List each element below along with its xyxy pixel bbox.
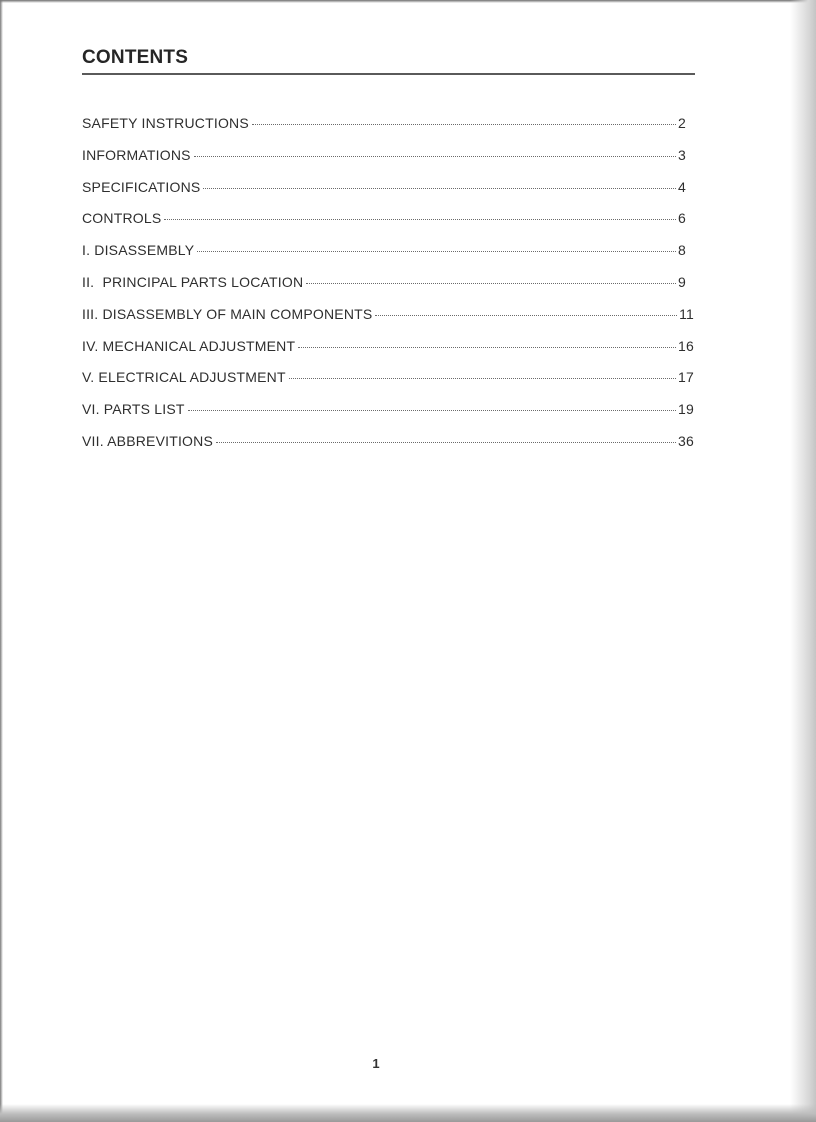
toc-entry-informations: [82, 147, 686, 179]
toc-entry-disassembly: [82, 242, 686, 274]
toc-entry-page: 19: [678, 401, 694, 418]
toc-entry-safety-instructions: [82, 115, 686, 147]
toc-entry-label: SAFETY INSTRUCTIONS: [82, 115, 249, 131]
dot-leader: [306, 283, 676, 284]
toc-entry-electrical-adjustment: [82, 369, 694, 401]
toc-entry-page: 36: [678, 432, 694, 449]
toc-entry-page: 17: [678, 369, 694, 386]
scan-edge-right: [790, 0, 816, 1122]
toc-entry-controls: [82, 210, 686, 242]
toc-entry-page: 8: [678, 242, 686, 259]
dot-leader: [197, 251, 676, 252]
toc-entry-label: IV. MECHANICAL ADJUSTMENT: [82, 337, 296, 354]
scan-edge-top: [0, 0, 816, 3]
dot-leader: [289, 378, 676, 379]
toc-entry-disassembly-of-main-components: [82, 306, 694, 338]
dot-leader: [375, 315, 677, 316]
dot-leader: [216, 442, 676, 443]
toc-entry-label: INFORMATIONS: [82, 146, 191, 163]
toc-entry-page: 11: [679, 305, 694, 322]
title-underline: [82, 73, 695, 75]
toc-entry-label: CONTROLS: [82, 210, 162, 227]
toc-entry-page: 2: [678, 115, 686, 131]
page-title: CONTENTS: [82, 47, 189, 68]
toc-entry-principal-parts-location: [82, 274, 686, 306]
dot-leader: [188, 410, 676, 411]
toc-entry-page: 3: [678, 146, 686, 163]
dot-leader: [203, 188, 676, 189]
toc-entry-label: SPECIFICATIONS: [82, 178, 201, 195]
toc-entry-label: V. ELECTRICAL ADJUSTMENT: [82, 369, 286, 386]
scan-edge-left: [0, 0, 3, 1122]
page-number: 1: [372, 1056, 380, 1071]
toc-entry-page: 6: [678, 210, 686, 227]
table-of-contents: [82, 115, 694, 465]
toc-entry-page: 16: [678, 337, 694, 354]
toc-entry-page: 4: [678, 178, 686, 195]
toc-entry-abbrevitions: [82, 433, 694, 465]
toc-entry-label: I. DISASSEMBLY: [82, 242, 195, 259]
toc-entry-parts-list: [82, 401, 694, 433]
dot-leader: [252, 124, 676, 125]
toc-entry-label: VI. PARTS LIST: [82, 401, 185, 418]
toc-entry-mechanical-adjustment: [82, 338, 694, 370]
dot-leader: [164, 219, 676, 220]
toc-entry-specifications: [82, 179, 686, 211]
toc-entry-label: II. PRINCIPAL PARTS LOCATION: [82, 273, 304, 290]
dot-leader: [194, 156, 676, 157]
dot-leader: [298, 347, 676, 348]
toc-entry-label: III. DISASSEMBLY OF MAIN COMPONENTS: [82, 305, 373, 322]
scan-edge-bottom: [0, 1104, 816, 1122]
toc-entry-page: 9: [678, 273, 686, 290]
toc-entry-label: VII. ABBREVITIONS: [82, 432, 213, 449]
